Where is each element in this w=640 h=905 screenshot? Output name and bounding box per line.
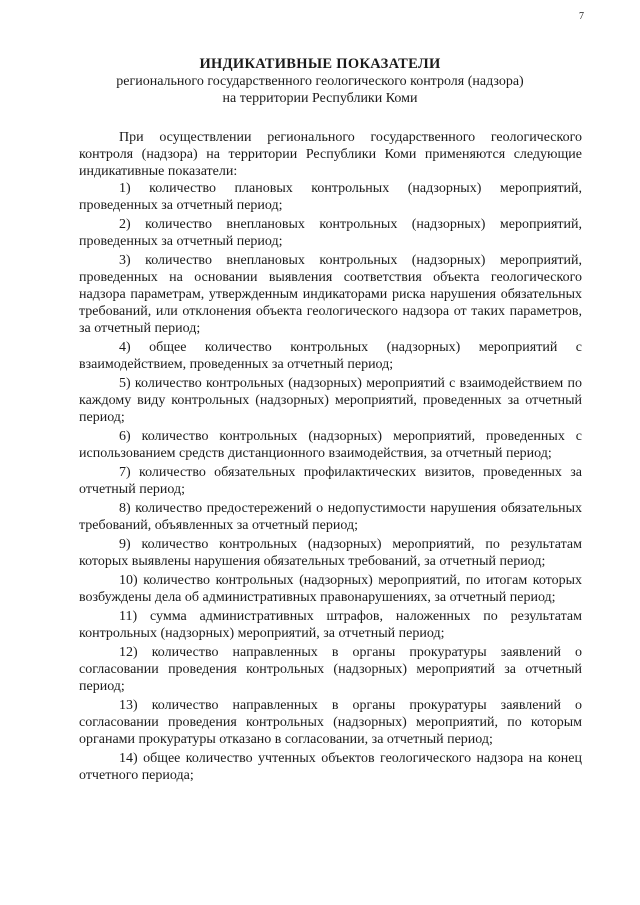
indicator-item-10: 10) количество контрольных (надзорных) мероприятий, по итогам которых возбуждены дела об административных правонарушениях, за отчетный период; [79,573,582,605]
document-title: ИНДИКАТИВНЫЕ ПОКАЗАТЕЛИ [199,56,441,72]
document-body [79,129,582,786]
document-subtitle-line-1: регионального государственного геологического контроля (надзора) [116,74,524,89]
indicator-item-14: 14) общее количество учтенных объектов геологического надзора на конец отчетного периода; [79,751,582,783]
indicator-item-11: 11) сумма административных штрафов, наложенных по результатам контрольных (надзорных) мероприятий, за отчетный период; [79,609,582,641]
intro-paragraph: При осуществлении регионального государственного геологического контроля (надзора) на территории Республики Коми применяются следующие индикативные показатели: [79,130,582,179]
indicator-item-1: 1) количество плановых контрольных (надзорных) мероприятий, проведенных за отчетный период; [79,181,582,213]
page-number: 7 [579,11,584,22]
indicator-item-13: 13) количество направленных в органы прокуратуры заявлений о согласовании проведения контрольных (надзорных) мероприятий, по которым органами прокуратуры отказано в согласовании, за отчетный период; [79,698,582,747]
indicator-item-7: 7) количество обязательных профилактических визитов, проведенных за отчетный период; [79,465,582,497]
indicator-item-12: 12) количество направленных в органы прокуратуры заявлений о согласовании проведения контрольных (надзорных) мероприятий за отчетный период; [79,645,582,694]
indicator-item-6: 6) количество контрольных (надзорных) мероприятий, проведенных с использованием средств дистанционного взаимодействия, за отчетный период; [79,429,582,461]
indicator-item-8: 8) количество предостережений о недопустимости нарушения обязательных требований, объявленных за отчетный период; [79,501,582,533]
indicator-item-3: 3) количество внеплановых контрольных (надзорных) мероприятий, проведенных на основании выявления соответствия объекта геологического надзора параметрам, утвержденным индикаторами риска нарушения обязательных требований, или отклонения объекта геологического надзора от таких параметров, за отчетный период; [79,253,582,336]
indicator-item-4: 4) общее количество контрольных (надзорных) мероприятий с взаимодействием, проведенных за отчетный период; [79,340,582,372]
indicator-item-5: 5) количество контрольных (надзорных) мероприятий с взаимодействием по каждому виду контрольных (надзорных) мероприятий, проведенных за отчетный период; [79,376,582,425]
indicator-item-9: 9) количество контрольных (надзорных) мероприятий, по результатам которых выявлены нарушения обязательных требований, за отчетный период; [79,537,582,569]
document-subtitle-line-2: на территории Республики Коми [222,91,418,106]
title-block [0,56,640,107]
indicator-item-2: 2) количество внеплановых контрольных (надзорных) мероприятий, проведенных за отчетный период; [79,217,582,249]
